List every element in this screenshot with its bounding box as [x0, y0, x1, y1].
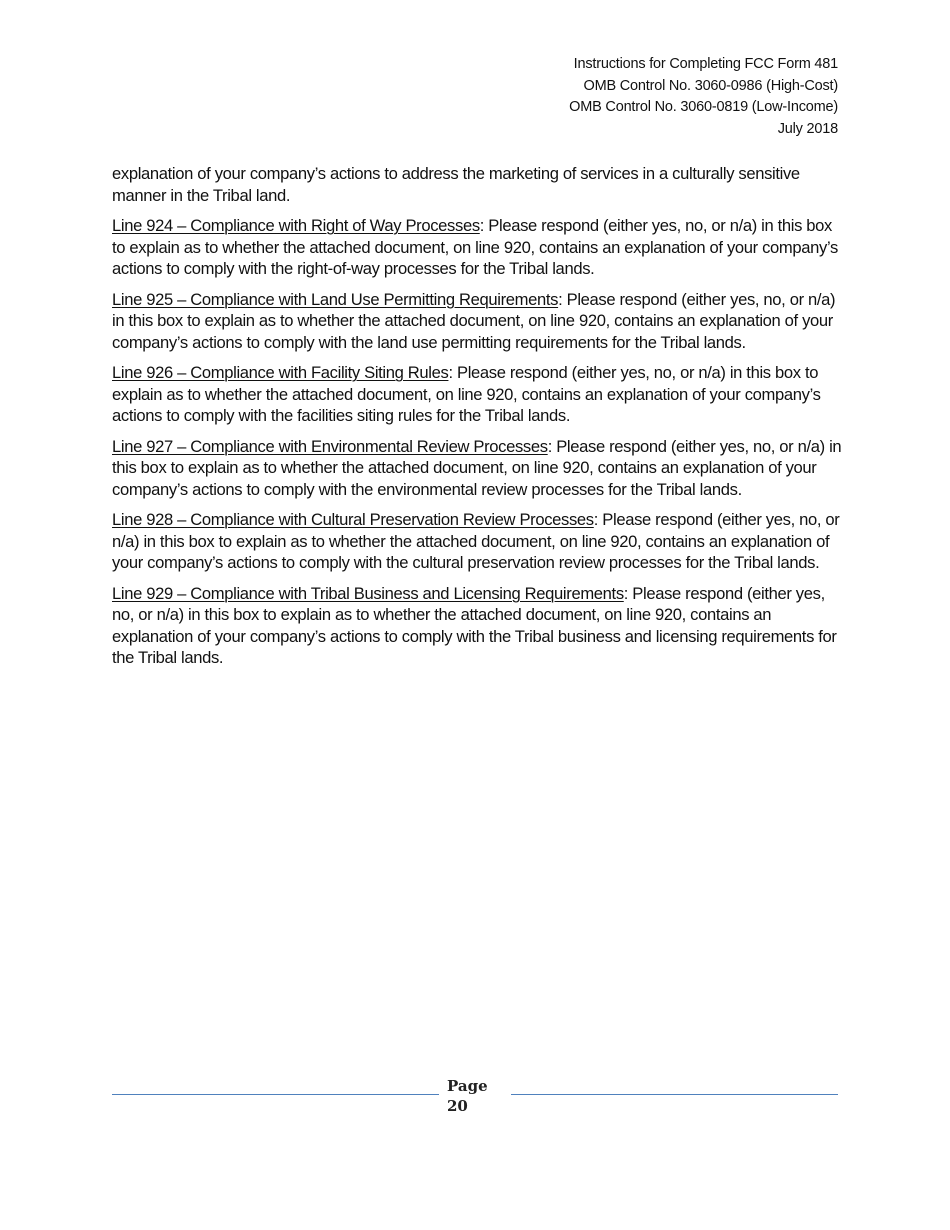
- line-927-paragraph: [112, 436, 842, 501]
- line-929-text: : Please respond (either yes, no, or n/a) in this box to explain as to whether the attached document, on line 920, contains an explanation of your company’s actions to comply with the Tribal business and licensing requirements for the Tribal lands.: [112, 583, 837, 667]
- line-928-heading: Line 928 – Compliance with Cultural Preservation Review Processes: [112, 510, 594, 529]
- line-925-text: : Please respond (either yes, no, or n/a) in this box to explain as to whether the attached document, on line 920, contains an explanation of your company’s actions to comply with the land use permitting requirements for the Tribal lands.: [112, 289, 836, 352]
- line-924-text: : Please respond (either yes, no, or n/a) in this box to explain as to whether the attached document, on line 920, contains an explanation of your company’s actions to comply with the right-of-way processes for the Tribal lands.: [112, 216, 838, 278]
- document-header: [569, 54, 838, 140]
- document-body: [112, 163, 842, 678]
- line-926-heading: Line 926 – Compliance with Facility Siting Rules: [112, 363, 449, 382]
- page-label: Page: [447, 1077, 488, 1095]
- header-omb-low-income: OMB Control No. 3060-0819 (Low-Income): [569, 99, 838, 115]
- continuation-paragraph: explanation of your company’s actions to address the marketing of services in a culturally sensitive manner in the Tribal land.: [112, 164, 800, 205]
- header-omb-high-cost: OMB Control No. 3060-0986 (High-Cost): [583, 77, 838, 94]
- page-number: 20: [447, 1097, 468, 1115]
- line-925-paragraph: [112, 289, 842, 354]
- header-date: July 2018: [777, 120, 838, 137]
- line-928-text: : Please respond (either yes, no, or n/a) in this box to explain as to whether the attached document, on line 920, contains an explanation of your company’s actions to comply with the cultural preservation review processes for the Tribal lands.: [112, 510, 840, 572]
- line-927-text: : Please respond (either yes, no, or n/a) in this box to explain as to whether the attached document, on line 920, contains an explanation of your company’s actions to comply with the environmental review processes for the Tribal lands.: [112, 436, 842, 499]
- line-927-heading: Line 927 – Compliance with Environmental Review Processes: [112, 436, 548, 456]
- header-form-title: Instructions for Completing FCC Form 481: [573, 56, 838, 72]
- line-924-heading: Line 924 – Compliance with Right of Way Processes: [112, 216, 480, 235]
- line-929-paragraph: [112, 583, 842, 669]
- footer-rule-right: [511, 1094, 838, 1095]
- line-926-paragraph: [112, 362, 842, 427]
- line-929-heading: Line 929 – Compliance with Tribal Business and Licensing Requirements: [112, 583, 624, 603]
- line-928-paragraph: [112, 509, 842, 574]
- line-925-heading: Line 925 – Compliance with Land Use Permitting Requirements: [112, 289, 559, 309]
- page-number-block: [447, 1076, 497, 1116]
- line-926-text: : Please respond (either yes, no, or n/a) in this box to explain as to whether the attached document, on line 920, contains an explanation of your company’s actions to comply with the facilities siting rules for the Tribal lands.: [112, 363, 821, 425]
- footer-rule-left: [112, 1094, 439, 1095]
- line-924-paragraph: [112, 215, 842, 280]
